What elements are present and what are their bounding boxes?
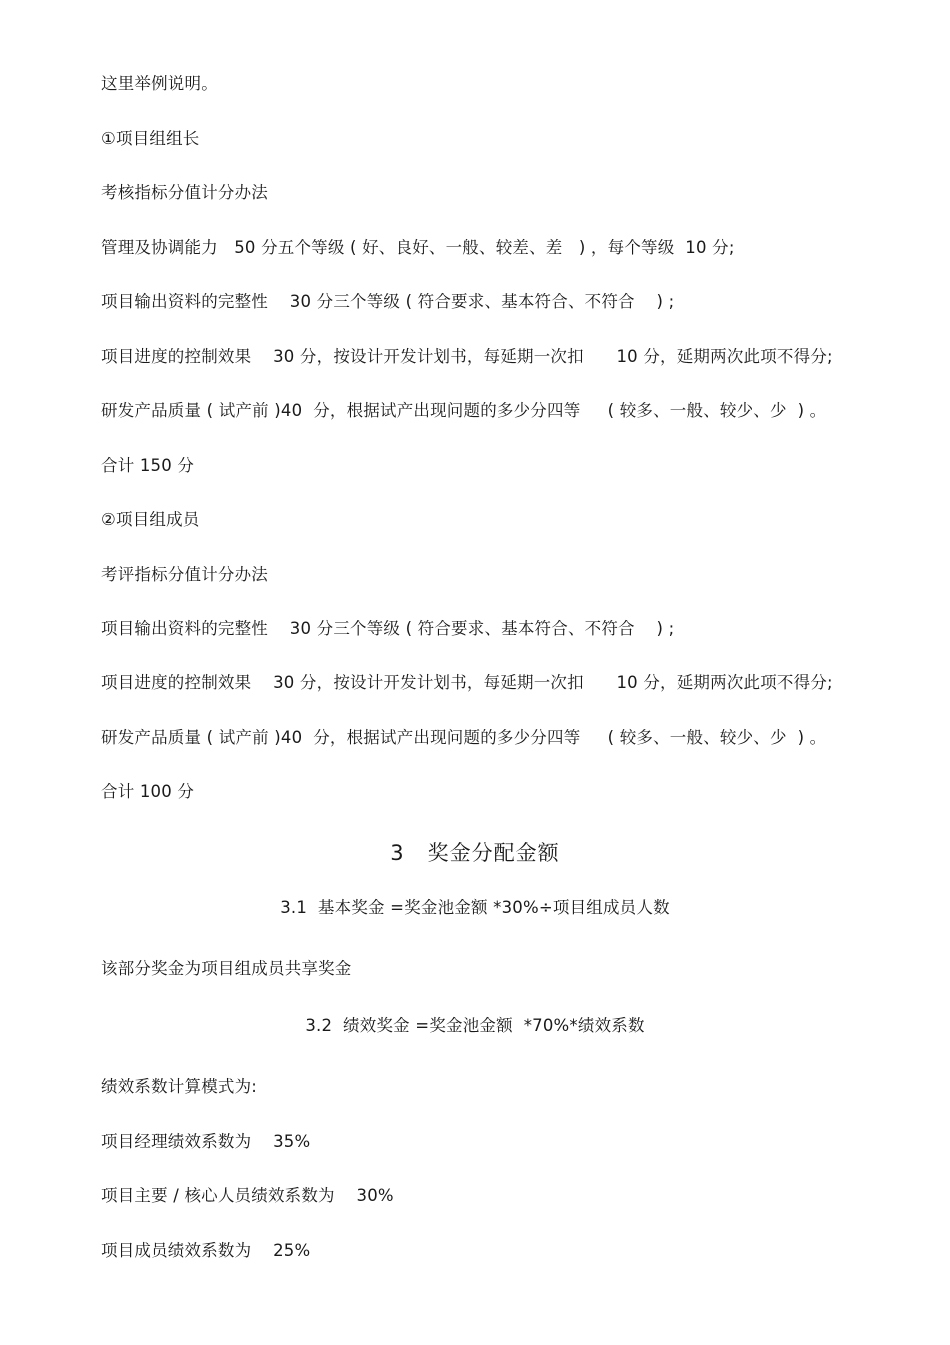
leader-title: ①项目组组长 bbox=[101, 129, 200, 148]
coef-title: 绩效系数计算模式为: bbox=[101, 1077, 258, 1096]
subsection-heading: 3.2 绩效奖金 =奖金池金额 *70%*绩效系数 bbox=[305, 1016, 645, 1035]
coef-item: 项目成员绩效系数为 25% bbox=[101, 1241, 311, 1260]
leader-item: 研发产品质量 ( 试产前 )40 分，根据试产出现问题的多少分四等 ( 较多、一般、较少、少 ) 。 bbox=[101, 401, 827, 420]
member-table-header: 考评指标分值计分办法 bbox=[101, 565, 268, 584]
member-title: ②项目组成员 bbox=[101, 510, 200, 529]
member-item: 研发产品质量 ( 试产前 )40 分，根据试产出现问题的多少分四等 ( 较多、一般、较少、少 ) 。 bbox=[101, 728, 827, 747]
leader-total: 合计 150 分 bbox=[101, 456, 195, 475]
coef-item: 项目主要 / 核心人员绩效系数为 30% bbox=[101, 1186, 394, 1205]
leader-item: 项目输出资料的完整性 30 分三个等级 ( 符合要求、基本符合、不符合 ) ; bbox=[101, 292, 675, 311]
leader-item: 项目进度的控制效果 30 分，按设计开发计划书，每延期一次扣 10 分，延期两次此项不得分; bbox=[101, 347, 833, 366]
subsection-note: 该部分奖金为项目组成员共享奖金 bbox=[101, 959, 352, 978]
section-heading: 3 奖金分配金额 bbox=[390, 841, 560, 865]
member-item: 项目输出资料的完整性 30 分三个等级 ( 符合要求、基本符合、不符合 ) ; bbox=[101, 619, 675, 638]
intro-text: 这里举例说明。 bbox=[101, 74, 218, 93]
leader-item: 管理及协调能力 50 分五个等级 ( 好、良好、一般、较差、差 ) ，每个等级 10 分; bbox=[101, 238, 735, 257]
member-total: 合计 100 分 bbox=[101, 782, 195, 801]
subsection-heading: 3.1 基本奖金 =奖金池金额 *30%÷项目组成员人数 bbox=[280, 898, 670, 917]
member-item: 项目进度的控制效果 30 分，按设计开发计划书，每延期一次扣 10 分，延期两次此项不得分; bbox=[101, 673, 833, 692]
leader-table-header: 考核指标分值计分办法 bbox=[101, 183, 268, 202]
coef-item: 项目经理绩效系数为 35% bbox=[101, 1132, 311, 1151]
